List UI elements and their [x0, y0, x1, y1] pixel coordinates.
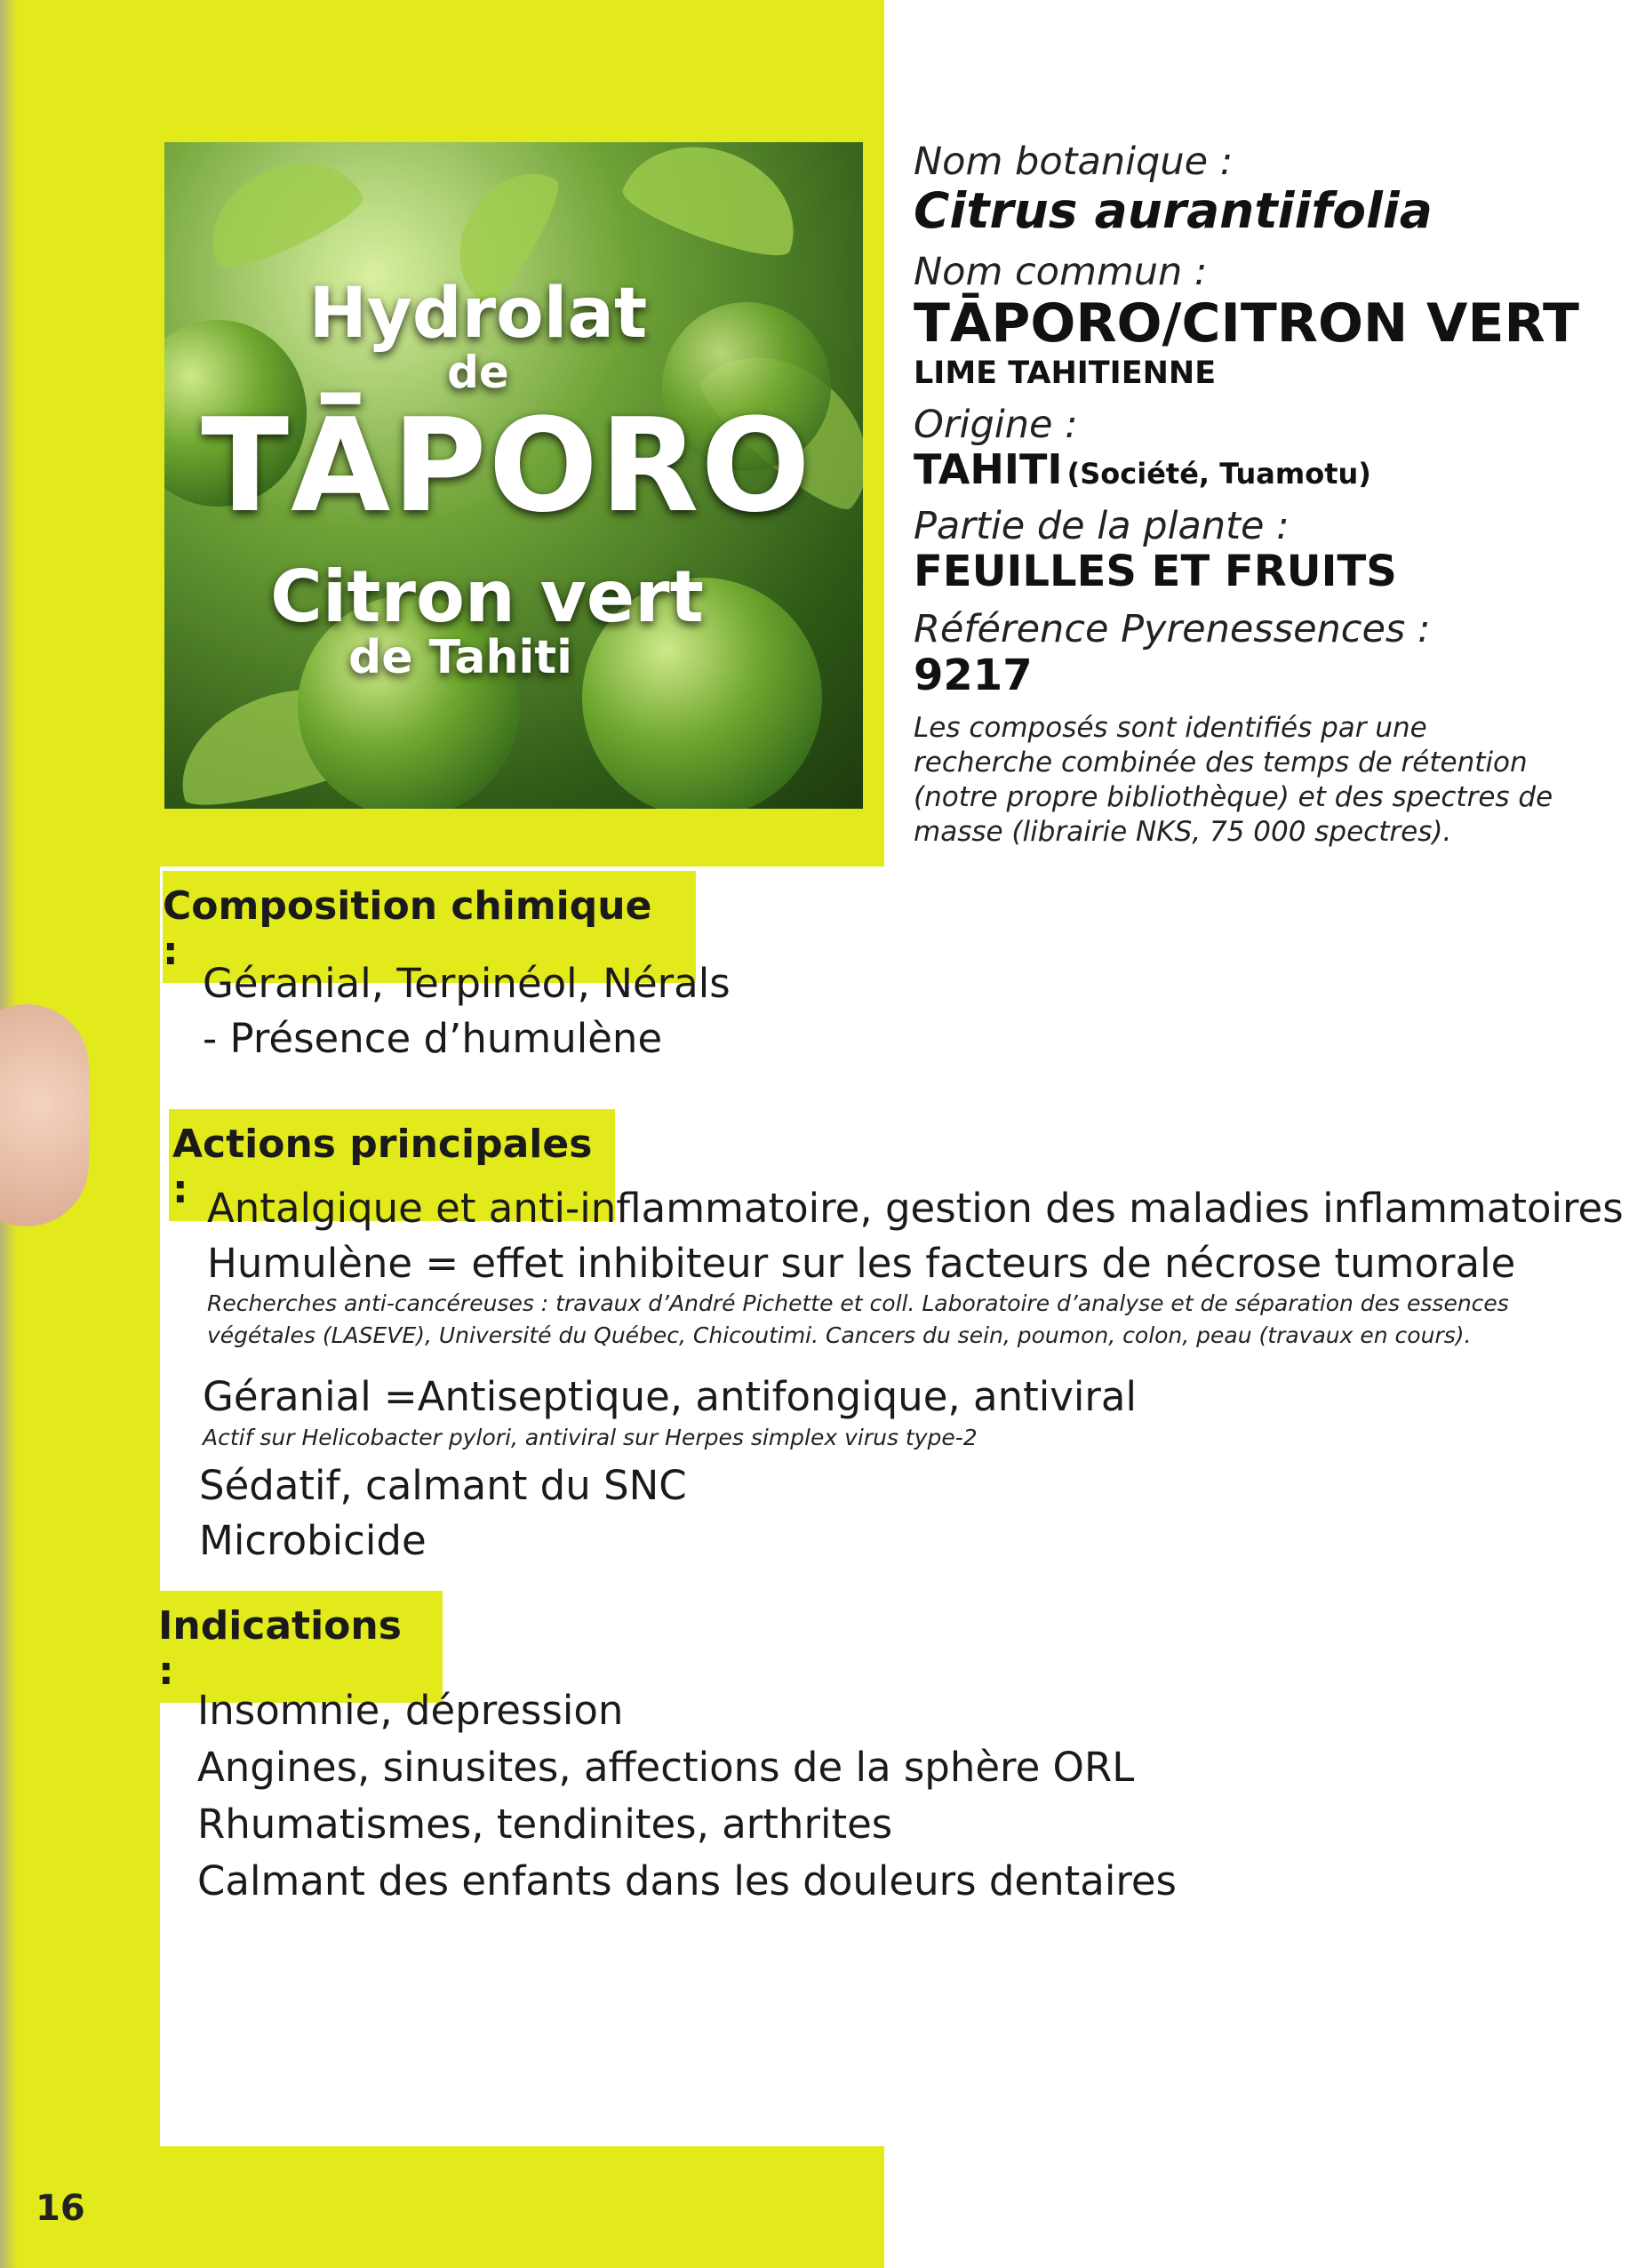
- actions-heading: Actions principales :: [169, 1109, 615, 1221]
- action-line: Microbicide: [199, 1517, 427, 1564]
- action-research-note: Recherches anti-cancéreuses : travaux d’André Pichette et coll. Laboratoire d’analyse et de séparation des essences: [207, 1290, 1509, 1316]
- hero-subtitle-line2: de Tahiti: [348, 631, 572, 684]
- action-research-note: végétales (LASEVE), Université du Québec, Chicoutimi. Cancers du sein, poumon, colon, peau (travaux en cours).: [207, 1322, 1472, 1348]
- common-name-subtitle: LIME TAHITIENNE: [914, 355, 1217, 392]
- action-line: Géranial =Antiseptique, antifongique, antiviral: [203, 1373, 1137, 1420]
- common-name-value: TĀPORO/CITRON VERT: [914, 292, 1579, 355]
- origin-label: Origine :: [914, 402, 1078, 447]
- origin-value: TAHITI: [914, 445, 1063, 494]
- action-note: Actif sur Helicobacter pylori, antiviral sur Herpes simplex virus type-2: [203, 1425, 978, 1450]
- indication-line: Insomnie, dépression: [197, 1687, 624, 1734]
- plant-part-value: FEUILLES ET FRUITS: [914, 547, 1397, 597]
- common-name-label: Nom commun :: [914, 249, 1208, 294]
- reference-value: 9217: [914, 650, 1033, 700]
- indications-heading: Indications :: [158, 1591, 443, 1703]
- holding-finger: [0, 1004, 89, 1226]
- origin-detail: (Société, Tuamotu): [1066, 457, 1371, 491]
- action-line: Sédatif, calmant du SNC: [199, 1462, 687, 1509]
- hero-image: [164, 142, 863, 809]
- action-line: Humulène = effet inhibiteur sur les facteurs de nécrose tumorale: [207, 1240, 1516, 1287]
- composition-line: - Présence d’humulène: [203, 1015, 663, 1062]
- hero-subtitle-line1: Citron vert: [270, 555, 704, 638]
- reference-label: Référence Pyrenessences :: [914, 607, 1431, 652]
- plant-part-label: Partie de la plante :: [914, 503, 1290, 548]
- identification-note: Les composés sont identifiés par une recherche combinée des temps de rétention (notre propre bibliothèque) et des spectres de masse (librairie NKS, 75 000 spectres).: [914, 712, 1553, 848]
- hero-title-line2: de: [447, 347, 509, 398]
- hero-title-main: TĀPORO: [201, 391, 812, 541]
- indication-line: Angines, sinusites, affections de la sphère ORL: [197, 1744, 1135, 1791]
- indication-line: Rhumatismes, tendinites, arthrites: [197, 1801, 893, 1848]
- hero-title-line1: Hydrolat: [308, 274, 648, 354]
- origin-line: [914, 447, 1625, 492]
- indication-line: Calmant des enfants dans les douleurs dentaires: [197, 1857, 1177, 1905]
- botanic-name-label: Nom botanique :: [914, 140, 1234, 184]
- leaf-shape: [617, 142, 814, 268]
- composition-heading: Composition chimique :: [163, 871, 696, 983]
- botanic-name-value: Citrus aurantiifolia: [914, 182, 1433, 240]
- composition-line: Géranial, Terpinéol, Nérals: [203, 960, 731, 1007]
- plant-info: [914, 140, 1625, 849]
- leaf-shape: [190, 142, 369, 279]
- page-number: 16: [36, 2188, 85, 2229]
- action-line: Antalgique et anti-inflammatoire, gestion des maladies inflammatoires: [207, 1185, 1624, 1232]
